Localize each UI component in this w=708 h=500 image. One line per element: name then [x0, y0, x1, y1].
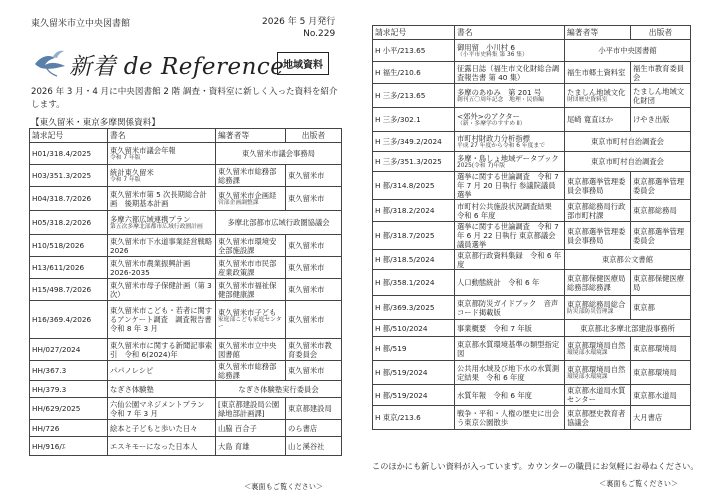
publisher: 東久留米市: [286, 165, 342, 187]
author: 東京都保健医療局総務部総務課: [567, 273, 626, 292]
publisher: 山と溪谷社: [286, 437, 342, 456]
call-number: H13/611/2026: [30, 257, 108, 279]
publisher: 東京都水道局: [631, 385, 691, 406]
author: 尾崎 寛直ほか: [567, 115, 614, 124]
publisher: 東久留米市: [286, 187, 342, 211]
call-number: H 都/318.2/2024: [373, 200, 455, 222]
publisher: 東京都環境局: [631, 337, 691, 361]
publisher: 東久留米市: [286, 301, 342, 339]
publisher: たましん地域文化財団: [631, 84, 691, 108]
book-title: 統計東久留米: [110, 167, 154, 177]
call-number: H05/318.2/2026: [30, 211, 108, 235]
call-number: HH/726: [30, 420, 108, 437]
book-subtitle: 創刊五〇周年記念 地理・民俗編: [457, 96, 544, 103]
call-number: HH/629/2025: [30, 398, 108, 420]
book-title-cell: [108, 211, 216, 235]
author-publisher: 小平市中央図書館: [565, 40, 691, 62]
publisher: 東京都: [631, 296, 691, 320]
book-title-cell: [455, 296, 565, 320]
book-title: 六仙公園マネジメントプラン 令和 7 年 3 月: [110, 399, 212, 418]
table-row: [30, 235, 342, 257]
book-title-cell: [108, 235, 220, 257]
publisher: 東久留米市: [286, 257, 342, 279]
call-number: HH/379.3: [30, 381, 108, 398]
book-title-cell: [455, 320, 565, 337]
call-number: H 都/358.1/2024: [373, 270, 455, 296]
author-cell: [216, 301, 286, 339]
book-subtitle: 平成 27 年度から令和 6 年度まで: [457, 142, 545, 149]
book-title-cell: [108, 420, 216, 437]
book-title-cell: [108, 257, 216, 279]
publisher: けやき出版: [631, 108, 691, 132]
book-title: 絵本と子どもと歩いた日々: [110, 423, 198, 433]
column-header: 編著者等: [565, 26, 631, 40]
call-number: H 都/318.7/2025: [373, 222, 455, 250]
table-row: [373, 200, 691, 222]
book-title: 東京都水質環境基準の類型指定図: [457, 339, 560, 358]
book-title: 選挙に関する世論調査 令和 7 年 6 月 22 日執行 東京都議会議員選挙: [457, 222, 559, 249]
book-title-cell: [455, 270, 565, 296]
issue-info: [262, 16, 335, 40]
table-row: [30, 437, 342, 456]
book-title-cell: [108, 437, 216, 456]
book-title-cell: [455, 40, 565, 62]
table-row: [30, 420, 342, 437]
author-cell: [216, 361, 286, 381]
author-cell: [216, 235, 286, 257]
right-page: [354, 0, 708, 500]
call-number: H 福生/210.6: [373, 62, 455, 84]
book-title-cell: [108, 398, 216, 420]
author: 東京都選挙管理委員会事務局: [567, 226, 626, 245]
closing-message: このほかにも新しい資料が入っています。カウンターの職員にお気軽にお尋ねください。: [372, 461, 699, 471]
call-number: H03/351.3/2025: [30, 165, 108, 187]
book-title-cell: [455, 152, 565, 172]
table-row: [373, 152, 691, 172]
table-row: [373, 406, 691, 430]
author-cell: [565, 62, 631, 84]
table-row: [30, 143, 342, 165]
author-cell: [216, 437, 286, 456]
call-number: H 小平/213.65: [373, 40, 455, 62]
book-title-cell: [455, 385, 565, 406]
column-header: 書名: [455, 26, 565, 40]
author-cell: [216, 398, 286, 420]
book-title: 市町村財政力分析指標: [457, 133, 530, 143]
publisher: 東京都建設局: [286, 398, 342, 420]
book-title-cell: [108, 301, 220, 339]
call-number: H 東京/213.6: [373, 406, 455, 430]
author: 東久留米市総務部総務課: [218, 361, 277, 380]
book-title-cell: [455, 222, 565, 250]
book-title: 人口動態統計 令和 6 年: [457, 278, 540, 287]
issue-number: No.229: [303, 29, 336, 39]
book-title-cell: [455, 250, 565, 270]
book-title: 東久留米市議会年報: [110, 145, 176, 155]
category-badge: 地域資料: [277, 52, 329, 75]
author-cell: [216, 420, 286, 437]
book-title: 御用留 小川村 6: [457, 42, 516, 52]
call-number: H 三多/351.3/2025: [373, 152, 455, 172]
book-title-cell: [108, 361, 216, 381]
author-publisher: 東京市町村自治調査会: [565, 132, 691, 152]
publisher: 東久留米市: [286, 279, 342, 301]
intro-text: 2026 年 3 月・4 月に中央図書館 2 階 調査・資料室に新しく入った資料を紹介します。: [31, 87, 338, 110]
book-title: 水質年報 令和 6 年度: [457, 390, 532, 400]
book-title-cell: [108, 143, 216, 165]
footer-note-left: ＜裏面もご覧ください＞: [244, 482, 324, 491]
author-sub: 防災部防災管理課: [567, 308, 614, 315]
call-number: HH/367.3: [30, 361, 108, 381]
table-row: [30, 165, 342, 187]
publisher: 大月書店: [631, 406, 691, 430]
call-number: H15/498.7/2026: [30, 279, 108, 301]
book-subtitle: 令和 7 年版: [110, 154, 141, 161]
call-number: HH/916/ｴ: [30, 437, 108, 456]
book-title-cell: [108, 279, 216, 301]
table-row: [30, 301, 342, 339]
call-number: H 都/318.5/2024: [373, 250, 455, 270]
author: 福生市郷土資料室: [567, 68, 626, 77]
author-sub: 営部企画調整課: [218, 199, 259, 206]
book-title: 東久留米市に関する新聞記事索引 令和 6(2024)年: [110, 340, 213, 359]
book-title: エスキモーになった日本人: [110, 441, 198, 451]
book-title: 征露日誌（福生市文化財総合調査報告書 第 40 集）: [457, 63, 560, 82]
column-header: 書名: [108, 129, 216, 143]
table-row: [373, 250, 691, 270]
book-title: 東久留米市下水道事業経営戦略 2026: [110, 236, 220, 255]
book-title: 多摩六都広域連携プラン: [110, 214, 191, 224]
book-title: 選挙に関する世論調査 令和 7 年 7 月 20 日執行 参議院議員選挙: [457, 172, 559, 199]
publisher: 福生市教育委員会: [631, 62, 691, 84]
book-title: 多摩のあゆみ 第 201 号: [457, 87, 542, 97]
left-table: [29, 128, 342, 456]
author-cell: [216, 339, 286, 361]
publisher: 東京都選挙管理委員会: [631, 222, 691, 250]
table-row: [373, 62, 691, 84]
book-title: 東久留米市農業振興計画 2026-2035: [110, 258, 191, 277]
author: 東京都総務局総合: [567, 299, 626, 309]
book-title-cell: [455, 108, 565, 132]
author: 東京都環境局自然: [567, 364, 626, 374]
author-publisher: 多摩北部都市広域行政圏協議会: [216, 211, 342, 235]
author: 山脇 百合子: [218, 423, 257, 433]
book-title: <郊外>のアクター: [457, 111, 520, 121]
column-header: 請求記号: [30, 129, 108, 143]
book-title-cell: [455, 361, 565, 385]
table-row: [373, 222, 691, 250]
author-sub: 家庭部こども家庭センター: [218, 317, 282, 330]
author-cell: [565, 361, 631, 385]
author-cell: [216, 187, 286, 211]
publisher: のら書店: [286, 420, 342, 437]
author-publisher: なぎさ体験塾実行委員会: [216, 381, 342, 398]
column-header: 出版者: [631, 26, 691, 40]
masthead: [29, 46, 359, 82]
section-label: 【東久留米・東京多摩関係資料】: [31, 118, 160, 128]
author-cell: [565, 337, 631, 361]
author: 東久留米市環境安全部施設課: [218, 236, 277, 255]
book-title: 市町村公共施設状況調査結果 令和 6 年度: [457, 201, 560, 220]
book-title: 戦争・平和・人権の歴史に出会う東京公園散歩: [457, 408, 560, 427]
author: 東久留米市立中央図書館: [218, 340, 277, 359]
call-number: H04/318.7/2026: [30, 187, 108, 211]
book-title: なぎさ体験塾: [110, 384, 154, 394]
author: 東京都総務局行政部市町村課: [567, 201, 626, 220]
masthead-title: 新着 de Reference: [69, 54, 285, 80]
table-row: [30, 257, 342, 279]
table-row: [373, 132, 691, 152]
table-row: [373, 320, 691, 337]
author-cell: [216, 165, 286, 187]
column-header: 出版者: [286, 129, 342, 143]
table-row: [373, 40, 691, 62]
book-title: 事業概要 令和 7 年版: [457, 323, 532, 333]
table-row: [373, 270, 691, 296]
book-title: 東京都防災ガイドブック 音声コード掲載版: [457, 298, 559, 317]
publisher: 東京都選挙管理委員会: [631, 172, 691, 200]
book-title-cell: [455, 406, 565, 430]
issue-date: 2026 年 5 月発行: [262, 17, 336, 27]
book-title-cell: [455, 84, 565, 108]
author-cell: [565, 406, 631, 430]
book-title: 東京都行政資料集録 令和 6 年度: [457, 250, 562, 269]
column-header: 請求記号: [373, 26, 455, 40]
author: 東京都環境局自然: [567, 340, 626, 350]
publisher: 東京都環境局: [631, 361, 691, 385]
table-row: [30, 187, 342, 211]
footer-note-right: ＜裏面もご覧ください＞: [599, 479, 679, 488]
book-subtitle: 第五次多摩北部都市広域行政圏計画: [110, 223, 203, 230]
author: 東京都水道局水質センター: [567, 386, 626, 404]
publisher: 東京都総務局: [631, 200, 691, 222]
table-header-row: [30, 129, 342, 143]
author-cell: [565, 270, 631, 296]
book-subtitle: （小平市史料集 第 36 集）: [457, 51, 528, 58]
author: 東京都選挙管理委員会事務局: [567, 176, 626, 195]
author: たましん地域文化: [567, 87, 626, 97]
author-cell: [565, 84, 631, 108]
table-row: [30, 339, 342, 361]
call-number: H 三多/302.1: [373, 108, 455, 132]
book-title-cell: [108, 187, 216, 211]
bird-logo-icon: [33, 48, 67, 82]
book-title-cell: [455, 172, 565, 200]
table-header-row: [373, 26, 691, 40]
author-cell: [216, 257, 286, 279]
table-row: [373, 337, 691, 361]
call-number: H10/518/2026: [30, 235, 108, 257]
book-title-cell: [455, 337, 565, 361]
call-number: H 三多/349.2/2024: [373, 132, 455, 152]
author: 東久留米市福祉保健部健康課: [218, 280, 277, 299]
author-sub: 財団歴史資料室: [567, 96, 608, 103]
book-title-cell: [455, 62, 565, 84]
call-number: H 都/369.3/2025: [373, 296, 455, 320]
book-title: 東久留米市母子保健計画（第 3 次）: [110, 280, 212, 299]
book-title: 多摩・島しょ地域データブック: [457, 153, 559, 163]
book-subtitle: 2025(令和 7)年版: [457, 162, 505, 169]
table-row: [30, 381, 342, 398]
table-row: [373, 172, 691, 200]
table-row: [373, 361, 691, 385]
publisher: 東久留米市: [286, 361, 342, 381]
publisher: 東久留米市: [286, 235, 342, 257]
call-number: H 都/519/2024: [373, 385, 455, 406]
author-sub: 環境部水環境課: [567, 373, 608, 380]
column-header: 編著者等: [216, 129, 286, 143]
book-title: 公共用水域及び地下水の水質測定結果 令和 6 年度: [457, 363, 560, 382]
book-title-cell: [108, 165, 216, 187]
author-publisher: 東京都公文書館: [565, 250, 691, 270]
right-table: [372, 25, 691, 430]
call-number: H 都/510/2024: [373, 320, 455, 337]
book-subtitle: （新・多摩学のすすめ Ⅱ）: [457, 120, 526, 127]
publisher: 東京都保健医療局: [631, 270, 691, 296]
book-title: 東久留米市第 5 次長期総合計画 後期基本計画: [110, 189, 207, 208]
table-row: [373, 296, 691, 320]
call-number: H 都/519/2024: [373, 361, 455, 385]
author: 東京都歴史教育者協議会: [567, 408, 626, 427]
book-title-cell: [108, 339, 216, 361]
author-cell: [565, 108, 631, 132]
publisher: 東久留米市教育委員会: [286, 339, 342, 361]
author: [東京都建設局公園緑地部計画課]: [218, 399, 280, 418]
author: 大島 育雄: [218, 441, 250, 451]
table-row: [30, 279, 342, 301]
author-publisher: 東京市町村自治調査会: [565, 152, 691, 172]
author-cell: [565, 296, 631, 320]
call-number: H16/369.4/2026: [30, 301, 108, 339]
call-number: H 三多/213.65: [373, 84, 455, 108]
call-number: H 都/314.8/2025: [373, 172, 455, 200]
library-name: 東久留米市立中央図書館: [31, 19, 131, 29]
table-row: [30, 398, 342, 420]
book-subtitle: 令和 7 年版: [110, 176, 141, 183]
book-title: パパノレシピ: [110, 366, 154, 375]
author-sub: 環境部水環境課: [567, 349, 608, 356]
table-row: [373, 385, 691, 406]
author-cell: [565, 385, 631, 406]
author-cell: [216, 279, 286, 301]
call-number: HH/027/2024: [30, 339, 108, 361]
author-publisher: 東久留米市議会事務局: [216, 143, 342, 165]
table-row: [373, 84, 691, 108]
table-row: [373, 108, 691, 132]
table-row: [30, 361, 342, 381]
author-cell: [565, 222, 631, 250]
table-row: [30, 211, 342, 235]
book-title-cell: [455, 200, 565, 222]
author: 東久留米市企画経: [218, 190, 277, 200]
author: 東久留米市市民部産業政策課: [218, 258, 277, 277]
book-title: 東久留米市こども・若者に関するアンケート調査 調査報告書 令和 8 年 3 月: [110, 306, 220, 333]
author: 東久留米市総務部総務課: [218, 166, 277, 185]
call-number: H01/318.4/2025: [30, 143, 108, 165]
call-number: H 都/519: [373, 337, 455, 361]
book-title-cell: [108, 381, 216, 398]
author-cell: [565, 172, 631, 200]
author: 東久留米市子ども: [218, 308, 277, 317]
author-publisher: 東京都北多摩北部建設事務所: [565, 320, 691, 337]
book-title-cell: [455, 132, 565, 152]
author-cell: [565, 200, 631, 222]
